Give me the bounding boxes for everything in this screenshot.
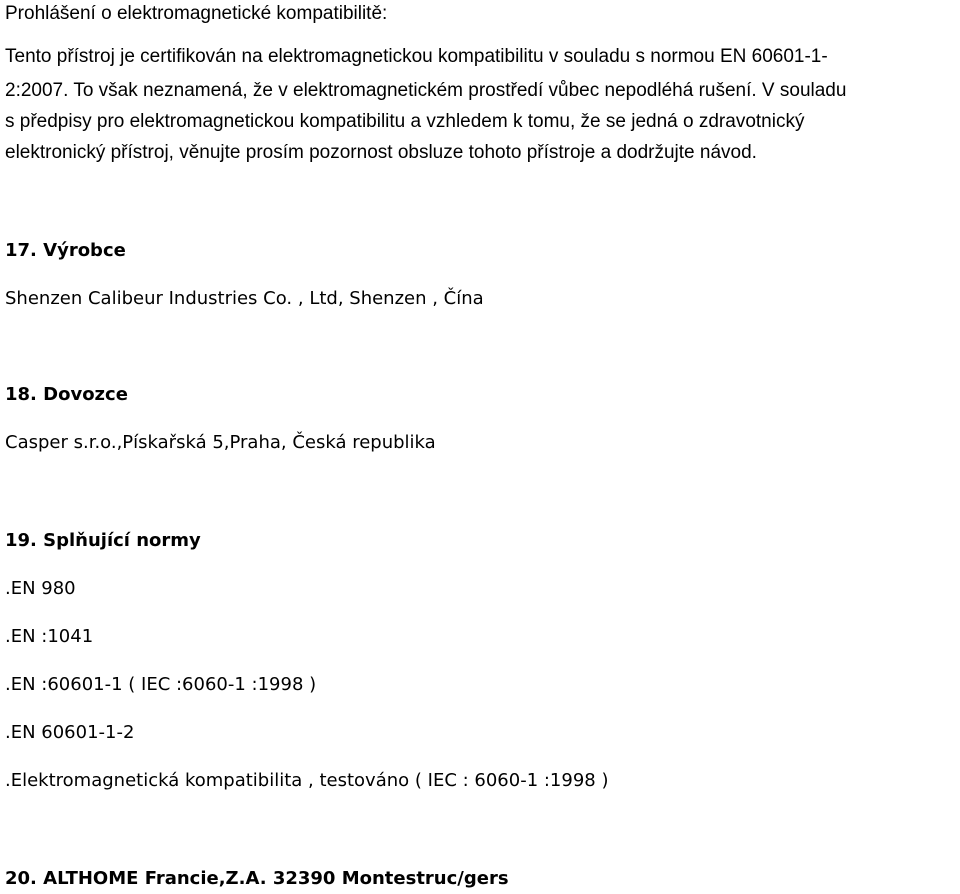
emc-declaration-title: Prohlášení o elektromagnetické kompatibilitě: — [5, 3, 388, 24]
emc-paragraph-line: 2:2007. To však neznamená, že v elektromagnetickém prostředí vůbec nepodléhá rušení. V souladu — [5, 80, 847, 101]
manufacturer-text: Shenzen Calibeur Industries Co. , Ltd, Shenzen , Čína — [5, 288, 484, 309]
emc-paragraph-line: Tento přístroj je certifikován na elektromagnetickou kompatibilitu v souladu s normou EN 60601-1- — [5, 46, 828, 67]
norm-item: .EN 60601-1-2 — [5, 722, 135, 743]
importer-text: Casper s.r.o.,Pískařská 5,Praha, Česká republika — [5, 432, 436, 453]
section-19-heading: 19. Splňující normy — [5, 530, 201, 551]
section-20-heading: 20. ALTHOME Francie,Z.A. 32390 Montestruc/gers — [5, 868, 509, 889]
section-18-heading: 18. Dovozce — [5, 384, 128, 405]
emc-paragraph-line: elektronický přístroj, věnujte prosím pozornost obsluze tohoto přístroje a dodržujte návod. — [5, 142, 757, 163]
norm-item: .EN :60601-1 ( IEC :6060-1 :1998 ) — [5, 674, 317, 695]
norm-item: .EN :1041 — [5, 626, 94, 647]
norm-item: .EN 980 — [5, 578, 76, 599]
section-17-heading: 17. Výrobce — [5, 240, 126, 261]
emc-paragraph-line: s předpisy pro elektromagnetickou kompatibilitu a vzhledem k tomu, že se jedná o zdravotnický — [5, 111, 805, 132]
norm-item: .Elektromagnetická kompatibilita , testováno ( IEC : 6060-1 :1998 ) — [5, 770, 609, 791]
